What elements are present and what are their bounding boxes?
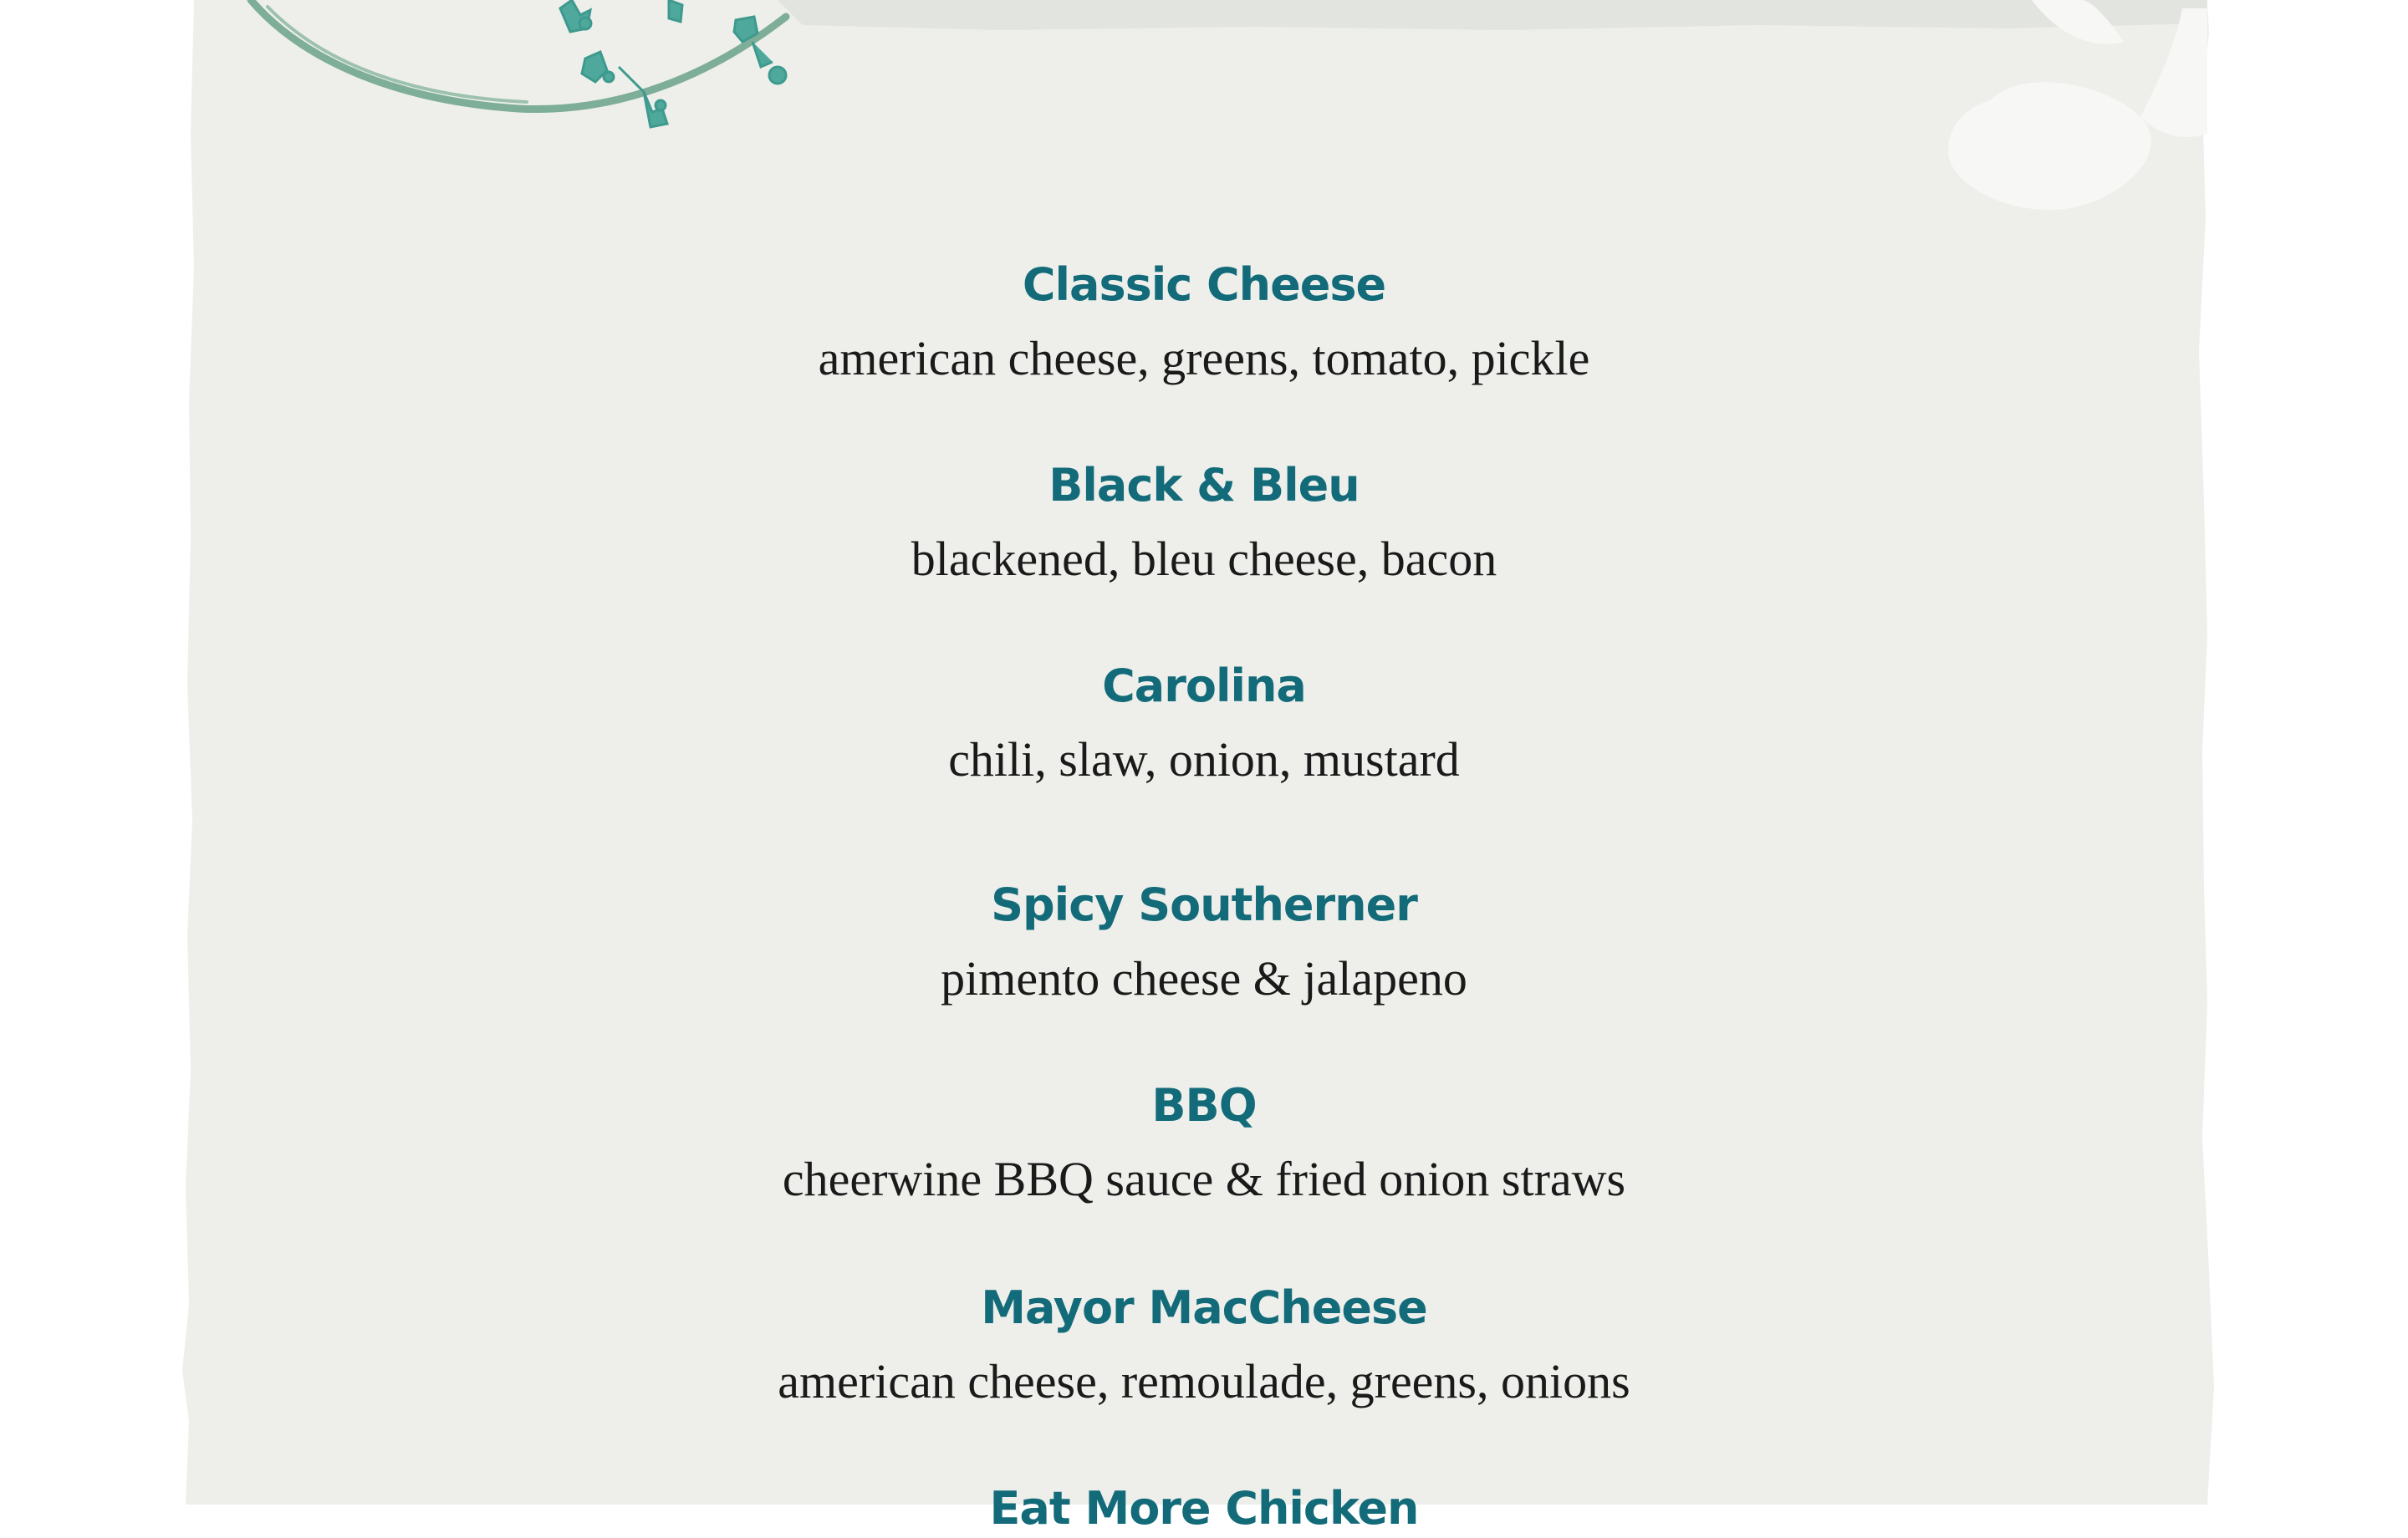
menu-item (0, 256, 2408, 388)
menu-item (0, 456, 2408, 588)
menu-item-description: blackened, bleu cheese, bacon (911, 532, 1497, 586)
menu-item-description: american cheese, remoulade, greens, onions (778, 1354, 1630, 1408)
menu-item (0, 657, 2408, 789)
menu-item-description: pimento cheese & jalapeno (941, 951, 1467, 1006)
menu-item-description: chili, slaw, onion, mustard (948, 732, 1460, 787)
menu-item-name: Classic Cheese (1022, 258, 1386, 311)
menu-item (0, 876, 2408, 1008)
menu-item-name: Mayor MacCheese (981, 1281, 1427, 1334)
menu-item-name: Black & Bleu (1048, 459, 1360, 512)
menu-item-name: BBQ (1151, 1079, 1257, 1132)
menu-item-name: Eat More Chicken (989, 1482, 1419, 1535)
menu-item (0, 1279, 2408, 1411)
menu-item (0, 1479, 2408, 1538)
faded-leaf-icon (0, 0, 2408, 251)
menu-item-description: cheerwine BBQ sauce & fried onion straws (782, 1152, 1626, 1206)
menu-item-description: american cheese, greens, tomato, pickle (818, 331, 1590, 385)
menu-item-name: Spicy Southerner (991, 878, 1417, 931)
menu-item (0, 1077, 2408, 1209)
menu-item-name: Carolina (1102, 660, 1306, 712)
